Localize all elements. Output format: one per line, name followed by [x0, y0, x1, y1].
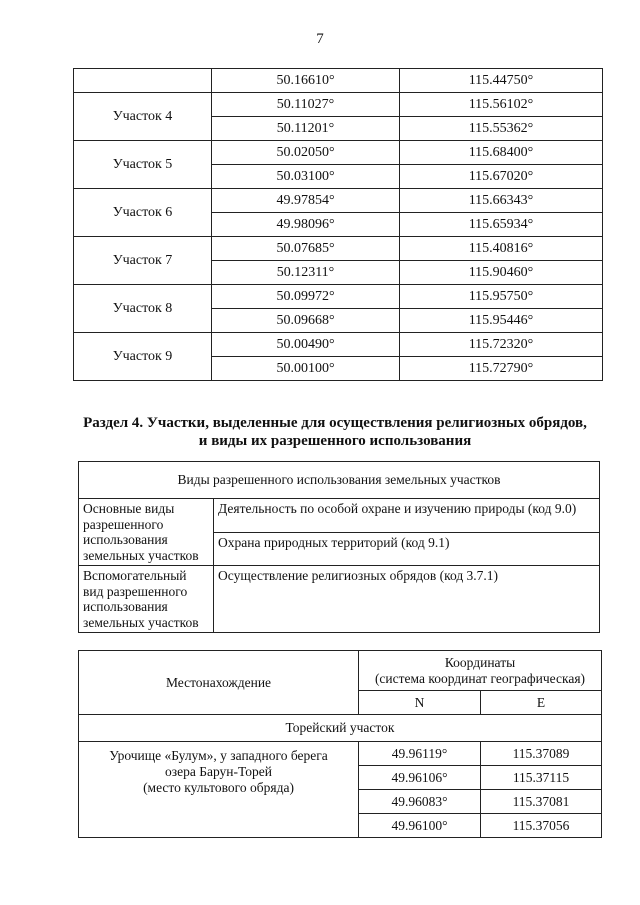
n-value: 49.96119°	[359, 742, 481, 766]
longitude-cell: 115.72320°	[400, 333, 603, 357]
latitude-cell: 50.03100°	[212, 165, 400, 189]
land-use-main-row-1	[79, 499, 600, 533]
plot-name: Участок 9	[74, 333, 212, 381]
plot-name	[74, 69, 212, 93]
location-point-row	[79, 742, 602, 766]
longitude-cell: 115.90460°	[400, 261, 603, 285]
longitude-cell: 115.55362°	[400, 117, 603, 141]
section-heading-line-2: и виды их разрешенного использования	[198, 433, 472, 449]
plot-name: Участок 4	[74, 93, 212, 141]
coordinate-row	[74, 333, 603, 357]
coordinate-row	[74, 93, 603, 117]
longitude-cell: 115.95446°	[400, 309, 603, 333]
latitude-cell: 50.11201°	[212, 117, 400, 141]
plot-name: Участок 7	[74, 237, 212, 285]
place-line: озера Барун-Торей	[165, 764, 272, 779]
latitude-cell: 49.97854°	[212, 189, 400, 213]
latitude-cell: 50.00490°	[212, 333, 400, 357]
location-header: Местонахождение	[79, 651, 359, 715]
place-line: Урочище «Булум», у западного берега	[109, 748, 328, 763]
coordinates-header-line-1: Координаты	[444, 654, 516, 670]
n-value: 49.96106°	[359, 766, 481, 790]
place-line: (место культового обряда)	[143, 780, 294, 795]
coordinate-row	[74, 141, 603, 165]
longitude-cell: 115.56102°	[400, 93, 603, 117]
longitude-cell: 115.65934°	[400, 213, 603, 237]
longitude-cell: 115.67020°	[400, 165, 603, 189]
coordinate-row	[74, 189, 603, 213]
latitude-cell: 50.09972°	[212, 285, 400, 309]
land-use-header: Виды разрешенного использования земельных участков	[79, 462, 600, 499]
location-header-row	[79, 651, 602, 691]
longitude-cell: 115.95750°	[400, 285, 603, 309]
e-value: 115.37115	[481, 766, 602, 790]
plot-name: Участок 6	[74, 189, 212, 237]
coordinate-row	[74, 237, 603, 261]
n-value: 49.96100°	[359, 814, 481, 838]
n-value: 49.96083°	[359, 790, 481, 814]
latitude-cell: 50.11027°	[212, 93, 400, 117]
location-group-row	[79, 715, 602, 742]
plot-name: Участок 5	[74, 141, 212, 189]
coordinates-header-line-2: (система координат географическая)	[374, 670, 586, 686]
latitude-cell: 50.09668°	[212, 309, 400, 333]
coordinate-row	[74, 285, 603, 309]
longitude-cell: 115.72790°	[400, 357, 603, 381]
section-heading	[60, 414, 610, 450]
place-description	[79, 742, 359, 838]
longitude-cell: 115.66343°	[400, 189, 603, 213]
longitude-cell: 115.44750°	[400, 69, 603, 93]
aux-use-item: Осуществление религиозных обрядов (код 3.7.1)	[214, 566, 600, 633]
e-value: 115.37056	[481, 814, 602, 838]
location-table	[78, 650, 602, 838]
land-use-header-row	[79, 462, 600, 499]
longitude-cell: 115.40816°	[400, 237, 603, 261]
latitude-cell: 50.07685°	[212, 237, 400, 261]
n-header: N	[359, 691, 481, 715]
longitude-cell: 115.68400°	[400, 141, 603, 165]
e-header: E	[481, 691, 602, 715]
land-use-aux-row	[79, 566, 600, 633]
location-group-name: Торейский участок	[79, 715, 602, 742]
main-use-label: Основные виды разрешенного использования земельных участков	[79, 499, 214, 566]
e-value: 115.37089	[481, 742, 602, 766]
latitude-cell: 50.12311°	[212, 261, 400, 285]
latitude-cell: 50.16610°	[212, 69, 400, 93]
aux-use-label: Вспомогательный вид разрешенного использования земельных участков	[79, 566, 214, 633]
coordinates-header	[359, 651, 602, 691]
main-use-item: Охрана природных территорий (код 9.1)	[214, 532, 600, 566]
plot-coordinates-table	[73, 68, 603, 381]
section-heading-line-1: Раздел 4. Участки, выделенные для осуществления религиозных обрядов,	[83, 415, 587, 431]
main-use-item: Деятельность по особой охране и изучению природы (код 9.0)	[214, 499, 600, 533]
page-number: 7	[316, 31, 324, 47]
e-value: 115.37081	[481, 790, 602, 814]
latitude-cell: 50.00100°	[212, 357, 400, 381]
land-use-table	[78, 461, 600, 633]
latitude-cell: 49.98096°	[212, 213, 400, 237]
latitude-cell: 50.02050°	[212, 141, 400, 165]
coordinate-row	[74, 69, 603, 93]
plot-name: Участок 8	[74, 285, 212, 333]
